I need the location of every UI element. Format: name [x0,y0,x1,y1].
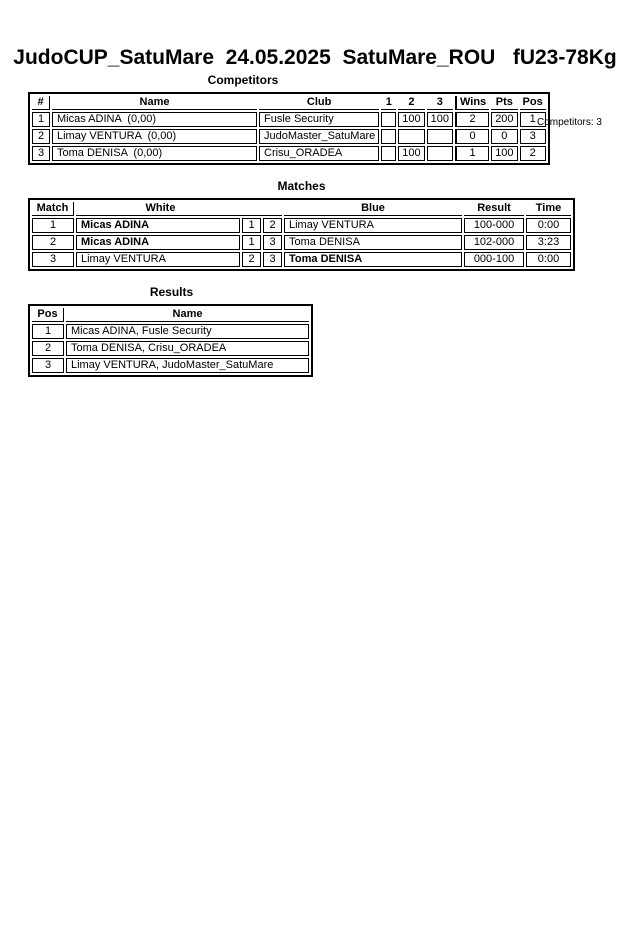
result-pos: 3 [32,358,64,373]
result-name: Toma DENISA, Crisu_ORADEA [66,341,309,356]
match-white-name: Micas ADINA [76,218,240,233]
match-row [32,235,571,250]
match-blue-id: 2 [263,218,282,233]
column-header-time: Time [526,202,571,216]
match-blue-name: Limay VENTURA [284,218,462,233]
column-header-round1: 1 [381,96,396,110]
match-white-id: 2 [242,252,261,267]
matches-header-row [32,202,571,216]
column-header-pos: Pos [520,96,546,110]
match-row [32,218,571,233]
competitor-wins: 2 [455,112,489,127]
match-white-id: 1 [242,218,261,233]
competitor-row [32,129,546,144]
match-result: 100-000 [464,218,524,233]
competitor-pts: 0 [491,129,517,144]
competitor-round2-score [398,129,424,144]
result-row [32,358,309,373]
result-row [32,341,309,356]
match-white-name: Limay VENTURA [76,252,240,267]
column-header-result: Result [464,202,524,216]
match-result: 102-000 [464,235,524,250]
competitor-club: JudoMaster_SatuMare [259,129,379,144]
competitors-count-label: Competitors: 3 [536,117,602,128]
competitor-pts: 200 [491,112,517,127]
result-name: Limay VENTURA, JudoMaster_SatuMare [66,358,309,373]
matches-section-heading: Matches [277,179,326,193]
competitor-name: Toma DENISA (0,00) [52,146,257,161]
column-header-wins: Wins [455,96,489,110]
column-header-pos: Pos [32,308,64,322]
match-blue-name: Toma DENISA [284,252,462,267]
competitor-pos: 2 [520,146,546,161]
competitor-row [32,146,546,161]
match-row [32,252,571,267]
competitor-pos: 3 [520,129,546,144]
competitors-table [28,92,550,165]
column-header-pts: Pts [491,96,517,110]
match-number: 1 [32,218,74,233]
competitors-section-heading: Competitors [207,73,279,87]
page-title: JudoCUP_SatuMare 24.05.2025 SatuMare_ROU fU23-78Kg [13,46,617,69]
competitors-header-row [32,96,546,110]
competitor-pos: 1 [520,112,546,127]
results-header-row [32,308,309,322]
competitor-name: Micas ADINA (0,00) [52,112,257,127]
match-blue-name: Toma DENISA [284,235,462,250]
competitor-wins: 0 [455,129,489,144]
competitor-round2-score: 100 [398,146,424,161]
competitor-round1-score [381,129,396,144]
competitor-pts: 100 [491,146,517,161]
match-number: 3 [32,252,74,267]
match-white-name: Micas ADINA [76,235,240,250]
competitor-round1-score [381,112,396,127]
match-number: 2 [32,235,74,250]
column-header-blue: Blue [284,202,462,216]
competitor-wins: 1 [455,146,489,161]
matches-table [28,198,575,271]
column-header-round2: 2 [398,96,424,110]
competitor-round3-score: 100 [427,112,453,127]
match-blue-id: 3 [263,235,282,250]
competitor-round3-score [427,146,453,161]
column-header-round3: 3 [427,96,453,110]
match-time: 0:00 [526,252,571,267]
results-section-heading: Results [149,285,194,299]
competitor-round1-score [381,146,396,161]
competitor-club: Crisu_ORADEA [259,146,379,161]
match-result: 000-100 [464,252,524,267]
result-pos: 2 [32,341,64,356]
column-header-white: White [76,202,282,216]
competitor-number: 2 [32,129,50,144]
result-row [32,324,309,339]
competitor-round2-score: 100 [398,112,424,127]
competitor-row [32,112,546,127]
column-header-club: Club [259,96,379,110]
competitor-name: Limay VENTURA (0,00) [52,129,257,144]
column-header-number: # [32,96,50,110]
match-time: 0:00 [526,218,571,233]
match-blue-id: 3 [263,252,282,267]
result-name: Micas ADINA, Fusle Security [66,324,309,339]
column-header-name: Name [52,96,257,110]
match-time: 3:23 [526,235,571,250]
competitor-round3-score [427,129,453,144]
column-header-match: Match [32,202,74,216]
match-white-id: 1 [242,235,261,250]
column-header-name: Name [66,308,309,322]
competitor-club: Fusle Security [259,112,379,127]
competitor-number: 1 [32,112,50,127]
result-pos: 1 [32,324,64,339]
results-table [28,304,313,377]
competitor-number: 3 [32,146,50,161]
